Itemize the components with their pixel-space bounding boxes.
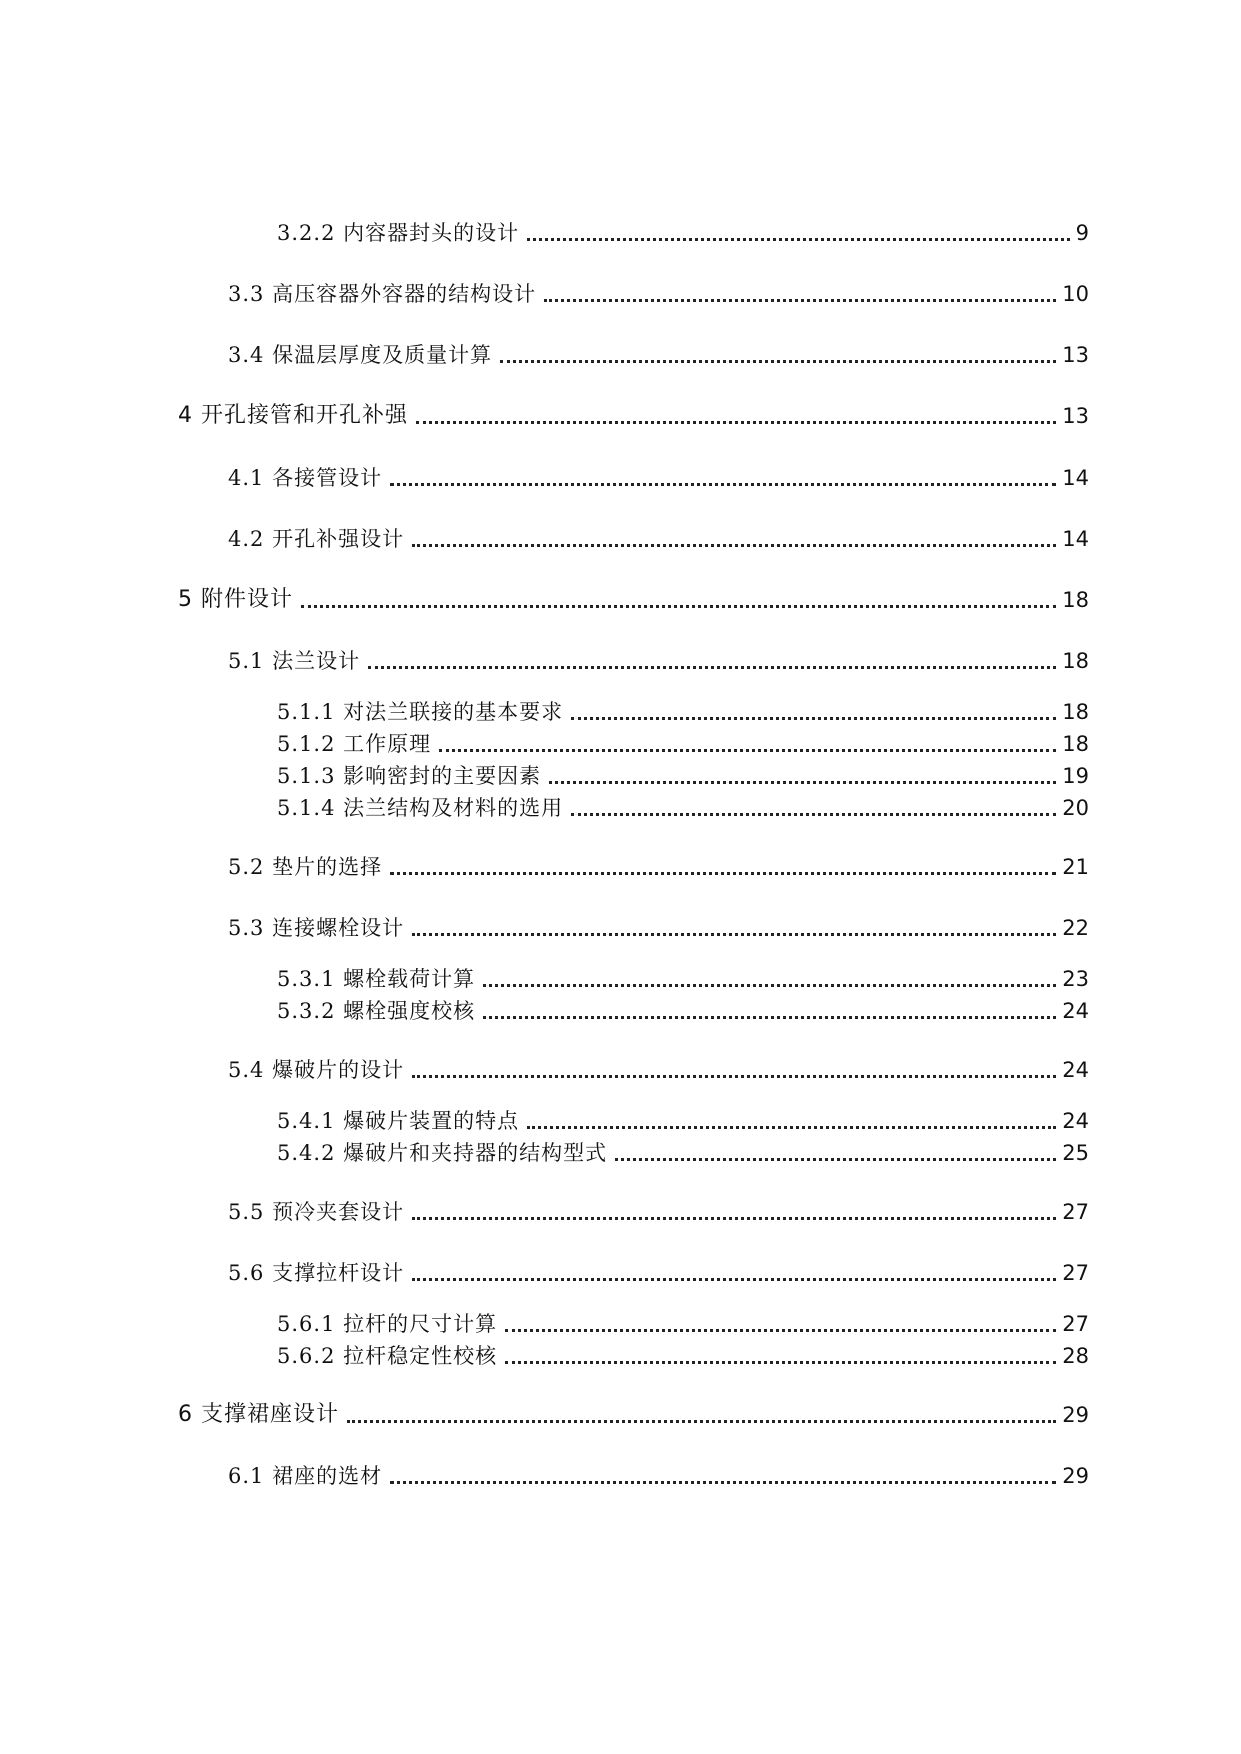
- toc-entry-label: 5.2 垫片的选择: [228, 855, 383, 879]
- toc-page-number: 24: [1062, 1109, 1089, 1133]
- toc-entry-5[interactable]: [178, 585, 1089, 615]
- toc-dot-leader: [390, 483, 1056, 486]
- toc-page-number: 13: [1062, 404, 1089, 428]
- toc-page-number: 28: [1062, 1344, 1089, 1368]
- toc-entry-5-6-2[interactable]: [277, 1341, 1089, 1371]
- toc-dot-leader: [301, 605, 1056, 608]
- toc-entry-5-1[interactable]: [228, 646, 1089, 676]
- toc-page-number: 18: [1062, 732, 1089, 756]
- toc-page-number: 9: [1075, 221, 1089, 245]
- toc-dot-leader: [483, 1016, 1056, 1019]
- toc-entry-5-1-1[interactable]: [277, 697, 1089, 727]
- toc-page-number: 24: [1062, 1058, 1089, 1082]
- toc-page-number: 13: [1062, 343, 1089, 367]
- toc-dot-leader: [390, 1481, 1056, 1484]
- toc-page-number: 18: [1062, 649, 1089, 673]
- toc-dot-leader: [439, 749, 1056, 752]
- toc-entry-label: 4 开孔接管和开孔补强: [178, 403, 408, 428]
- toc-page-number: 22: [1062, 916, 1089, 940]
- toc-entry-5-6-1[interactable]: [277, 1309, 1089, 1339]
- toc-page-number: 24: [1062, 999, 1089, 1023]
- toc-entry-6-1[interactable]: [228, 1461, 1089, 1491]
- toc-entry-label: 5.4 爆破片的设计: [228, 1058, 405, 1082]
- toc-page-number: 19: [1062, 764, 1089, 788]
- toc-page-number: 20: [1062, 796, 1089, 820]
- toc-entry-3-3[interactable]: [228, 279, 1089, 309]
- toc-dot-leader: [615, 1158, 1056, 1161]
- toc-entry-5-3-2[interactable]: [277, 996, 1089, 1026]
- toc-entry-5-3[interactable]: [228, 913, 1089, 943]
- toc-entry-5-1-4[interactable]: [277, 793, 1089, 823]
- toc-dot-leader: [412, 933, 1056, 936]
- toc-dot-leader: [505, 1329, 1056, 1332]
- toc-entry-4-2[interactable]: [228, 524, 1089, 554]
- toc-page-number: 18: [1062, 588, 1089, 612]
- toc-page-number: 27: [1062, 1200, 1089, 1224]
- toc-dot-leader: [412, 1278, 1056, 1281]
- toc-entry-label: 4.1 各接管设计: [228, 466, 383, 490]
- toc-entry-5-4[interactable]: [228, 1055, 1089, 1085]
- toc-entry-label: 5.1.4 法兰结构及材料的选用: [277, 796, 564, 820]
- toc-entry-5-5[interactable]: [228, 1197, 1089, 1227]
- toc-entry-label: 5.1 法兰设计: [228, 649, 361, 673]
- toc-dot-leader: [483, 984, 1056, 987]
- toc-page-number: 10: [1062, 282, 1089, 306]
- toc-page-number: 14: [1062, 466, 1089, 490]
- toc-entry-label: 5.4.1 爆破片装置的特点: [277, 1109, 520, 1133]
- toc-dot-leader: [500, 360, 1056, 363]
- toc-dot-leader: [527, 1126, 1056, 1129]
- toc-dot-leader: [527, 238, 1070, 241]
- toc-entry-label: 5.3 连接螺栓设计: [228, 916, 405, 940]
- toc-entry-label: 5.6.2 拉杆稳定性校核: [277, 1344, 498, 1368]
- toc-entry-4[interactable]: [178, 401, 1089, 431]
- toc-entry-label: 3.3 高压容器外容器的结构设计: [228, 282, 537, 306]
- toc-entry-3-2-2[interactable]: [277, 218, 1089, 248]
- toc-entry-label: 3.2.2 内容器封头的设计: [277, 221, 520, 245]
- toc-entry-label: 5.3.2 螺栓强度校核: [277, 999, 476, 1023]
- toc-entry-5-1-2[interactable]: [277, 729, 1089, 759]
- toc-entry-label: 3.4 保温层厚度及质量计算: [228, 343, 493, 367]
- toc-page-number: 29: [1062, 1403, 1089, 1427]
- toc-dot-leader: [571, 717, 1056, 720]
- toc-entry-3-4[interactable]: [228, 340, 1089, 370]
- toc-entry-5-4-1[interactable]: [277, 1106, 1089, 1136]
- toc-entry-5-2[interactable]: [228, 852, 1089, 882]
- toc-entry-label: 5.6.1 拉杆的尺寸计算: [277, 1312, 498, 1336]
- toc-entry-label: 5.5 预冷夹套设计: [228, 1200, 405, 1224]
- toc-dot-leader: [416, 421, 1056, 424]
- toc-entry-label: 5.1.1 对法兰联接的基本要求: [277, 700, 564, 724]
- toc-entry-label: 5.3.1 螺栓载荷计算: [277, 967, 476, 991]
- toc-entry-4-1[interactable]: [228, 463, 1089, 493]
- toc-entry-label: 5.6 支撑拉杆设计: [228, 1261, 405, 1285]
- toc-page-number: 14: [1062, 527, 1089, 551]
- toc-page-number: 21: [1062, 855, 1089, 879]
- toc-page-number: 27: [1062, 1312, 1089, 1336]
- toc-dot-leader: [412, 1075, 1056, 1078]
- toc-entry-6[interactable]: [178, 1400, 1089, 1430]
- toc-dot-leader: [368, 666, 1056, 669]
- toc-dot-leader: [347, 1420, 1056, 1423]
- toc-entry-label: 6 支撑裙座设计: [178, 1402, 339, 1427]
- toc-page-number: 27: [1062, 1261, 1089, 1285]
- toc-entry-label: 5 附件设计: [178, 587, 293, 612]
- toc-entry-5-6[interactable]: [228, 1258, 1089, 1288]
- toc-entry-5-4-2[interactable]: [277, 1138, 1089, 1168]
- toc-page-number: 18: [1062, 700, 1089, 724]
- toc-dot-leader: [412, 544, 1056, 547]
- toc-dot-leader: [412, 1217, 1056, 1220]
- toc-dot-leader: [505, 1361, 1056, 1364]
- toc-dot-leader: [549, 781, 1056, 784]
- toc-dot-leader: [571, 813, 1056, 816]
- toc-entry-label: 6.1 裙座的选材: [228, 1464, 383, 1488]
- toc-page-number: 23: [1062, 967, 1089, 991]
- toc-page-number: 29: [1062, 1464, 1089, 1488]
- toc-dot-leader: [390, 872, 1056, 875]
- toc-entry-label: 5.4.2 爆破片和夹持器的结构型式: [277, 1141, 608, 1165]
- toc-dot-leader: [544, 299, 1056, 302]
- toc-entry-label: 5.1.2 工作原理: [277, 732, 432, 756]
- toc-entry-5-3-1[interactable]: [277, 964, 1089, 994]
- toc-entry-label: 5.1.3 影响密封的主要因素: [277, 764, 542, 788]
- toc-entry-label: 4.2 开孔补强设计: [228, 527, 405, 551]
- toc-page-number: 25: [1062, 1141, 1089, 1165]
- toc-entry-5-1-3[interactable]: [277, 761, 1089, 791]
